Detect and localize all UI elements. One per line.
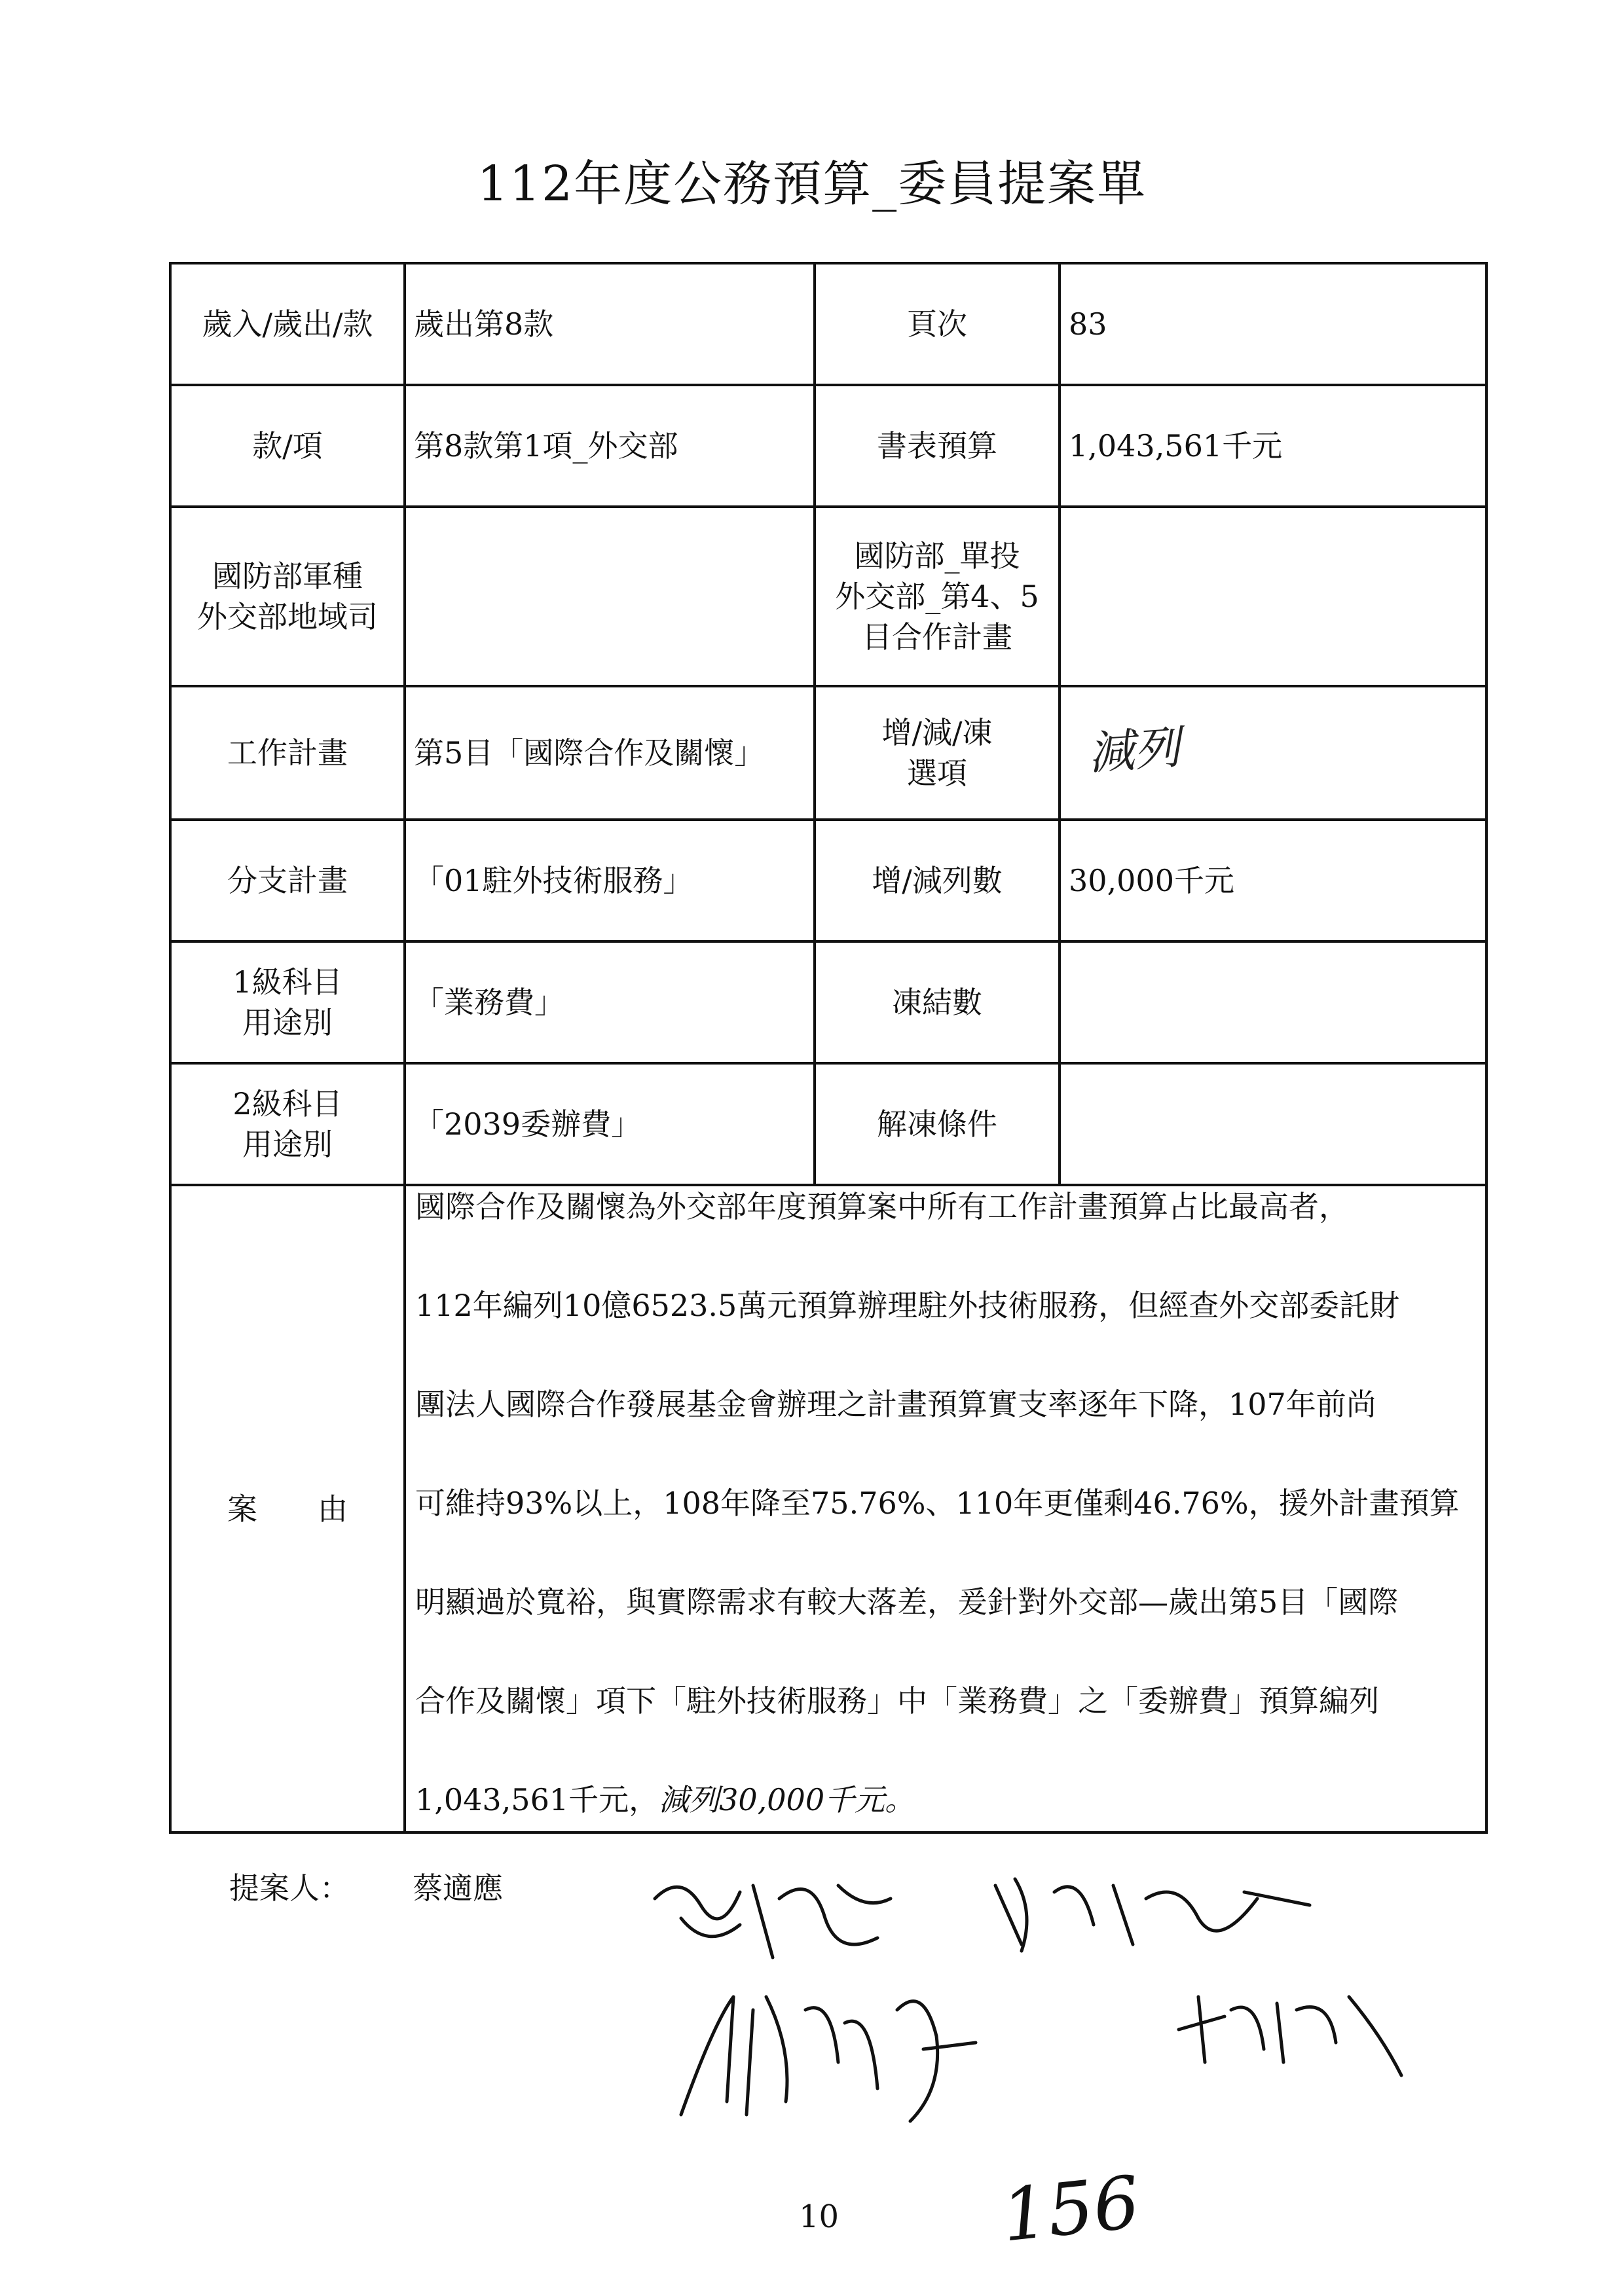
label-plan-line1: 國防部_單投 [854, 538, 1020, 574]
form-row-work-plan [170, 686, 1486, 820]
document-title: 112年度公務預算_委員提案單 [477, 156, 1147, 212]
label-reason: 案 由 [170, 1185, 405, 1832]
label-department-line2: 外交部地域司 [197, 599, 378, 634]
form-row-level1-subject [170, 941, 1486, 1063]
reason-line-4: 可維持93%以上，108年降至75.76%、110年更僅剩46.76%，援外計畫預算 [415, 1485, 1460, 1521]
label-level1-line1: 1級科目 [232, 964, 342, 1000]
value-option-handwritten [1060, 686, 1486, 820]
value-unfreeze-condition [1060, 1063, 1486, 1185]
label-department [170, 507, 405, 686]
label-work-plan: 工作計畫 [170, 686, 405, 820]
reason-line-5: 明顯過於寬裕，與實際需求有較大落差，爰針對外交部—歲出第5目「國際 [415, 1584, 1399, 1620]
proposal-form-table [169, 262, 1488, 1834]
label-plan-line3: 目合作計畫 [862, 619, 1012, 655]
label-change-amount: 增/減列數 [815, 820, 1060, 941]
reason-line-7 [415, 1779, 1480, 1820]
form-row-level2-subject [170, 1063, 1486, 1185]
label-plan [815, 507, 1060, 686]
label-level2-line1: 2級科目 [232, 1086, 342, 1121]
form-row-department [170, 507, 1486, 686]
reason-line-1: 國際合作及關懷為外交部年度預算案中所有工作計畫預算占比最高者， [415, 1189, 1349, 1224]
value-level1-subject: 「業務費」 [405, 941, 815, 1063]
value-book-budget: 1,043,561千元 [1060, 385, 1486, 507]
label-level1-line2: 用途別 [242, 1005, 333, 1040]
label-level2-line2: 用途別 [242, 1127, 333, 1162]
value-change-amount: 30,000千元 [1060, 820, 1486, 941]
value-level2-subject: 「2039委辦費」 [405, 1063, 815, 1185]
proposer-block [229, 1865, 503, 1908]
label-page: 頁次 [815, 263, 1060, 385]
signature-2 [982, 1859, 1323, 1964]
reason-line-3: 團法人國際合作發展基金會辦理之計畫預算實支率逐年下降，107年前尚 [415, 1387, 1376, 1422]
reason-line-6: 合作及關懷」項下「駐外技術服務」中「業務費」之「委辦費」預算編列 [415, 1683, 1379, 1719]
value-freeze-amount [1060, 941, 1486, 1063]
value-work-plan: 第5目「國際合作及關懷」 [405, 686, 815, 820]
page-number: 10 [799, 2198, 840, 2235]
label-unfreeze-condition: 解凍條件 [815, 1063, 1060, 1185]
proposer-label: 提案人： [229, 1870, 350, 1906]
form-row-branch-plan [170, 820, 1486, 941]
form-row-budget-type [170, 263, 1486, 385]
reason-text [405, 1185, 1486, 1832]
reason-line-2: 112年編列10億6523.5萬元預算辦理駐外技術服務，但經查外交部委託財 [415, 1288, 1400, 1323]
label-branch-plan: 分支計畫 [170, 820, 405, 941]
label-level2-subject [170, 1063, 405, 1185]
form-row-item [170, 385, 1486, 507]
signature-1 [642, 1859, 917, 1977]
label-option [815, 686, 1060, 820]
label-item: 款/項 [170, 385, 405, 507]
value-department [405, 507, 815, 686]
value-item: 第8款第1項_外交部 [405, 385, 815, 507]
handwritten-page-number: 156 [997, 2160, 1144, 2258]
label-level1-subject [170, 941, 405, 1063]
value-plan [1060, 507, 1486, 686]
form-row-reason [170, 1185, 1486, 1832]
label-department-line1: 國防部軍種 [212, 558, 363, 594]
signature-4 [1166, 1971, 1414, 2088]
label-book-budget: 書表預算 [815, 385, 1060, 507]
value-budget-type: 歲出第8款 [405, 263, 815, 385]
reason-last-handwritten: 減列30,000千元。 [659, 1782, 915, 1817]
value-page: 83 [1060, 263, 1486, 385]
handwritten-option: 減列 [1086, 720, 1182, 780]
label-freeze-amount: 凍結數 [815, 941, 1060, 1063]
value-branch-plan: 「01駐外技術服務」 [405, 820, 815, 941]
label-plan-line2: 外交部_第4、5 [835, 579, 1039, 614]
label-option-line1: 增/減/凍 [881, 715, 993, 750]
signature-3 [661, 1971, 1002, 2141]
proposer-name: 蔡適應 [413, 1870, 503, 1906]
label-option-line2: 選項 [907, 756, 967, 791]
label-budget-type: 歲入/歲出/款 [170, 263, 405, 385]
reason-last-printed: 1,043,561千元， [415, 1782, 659, 1817]
